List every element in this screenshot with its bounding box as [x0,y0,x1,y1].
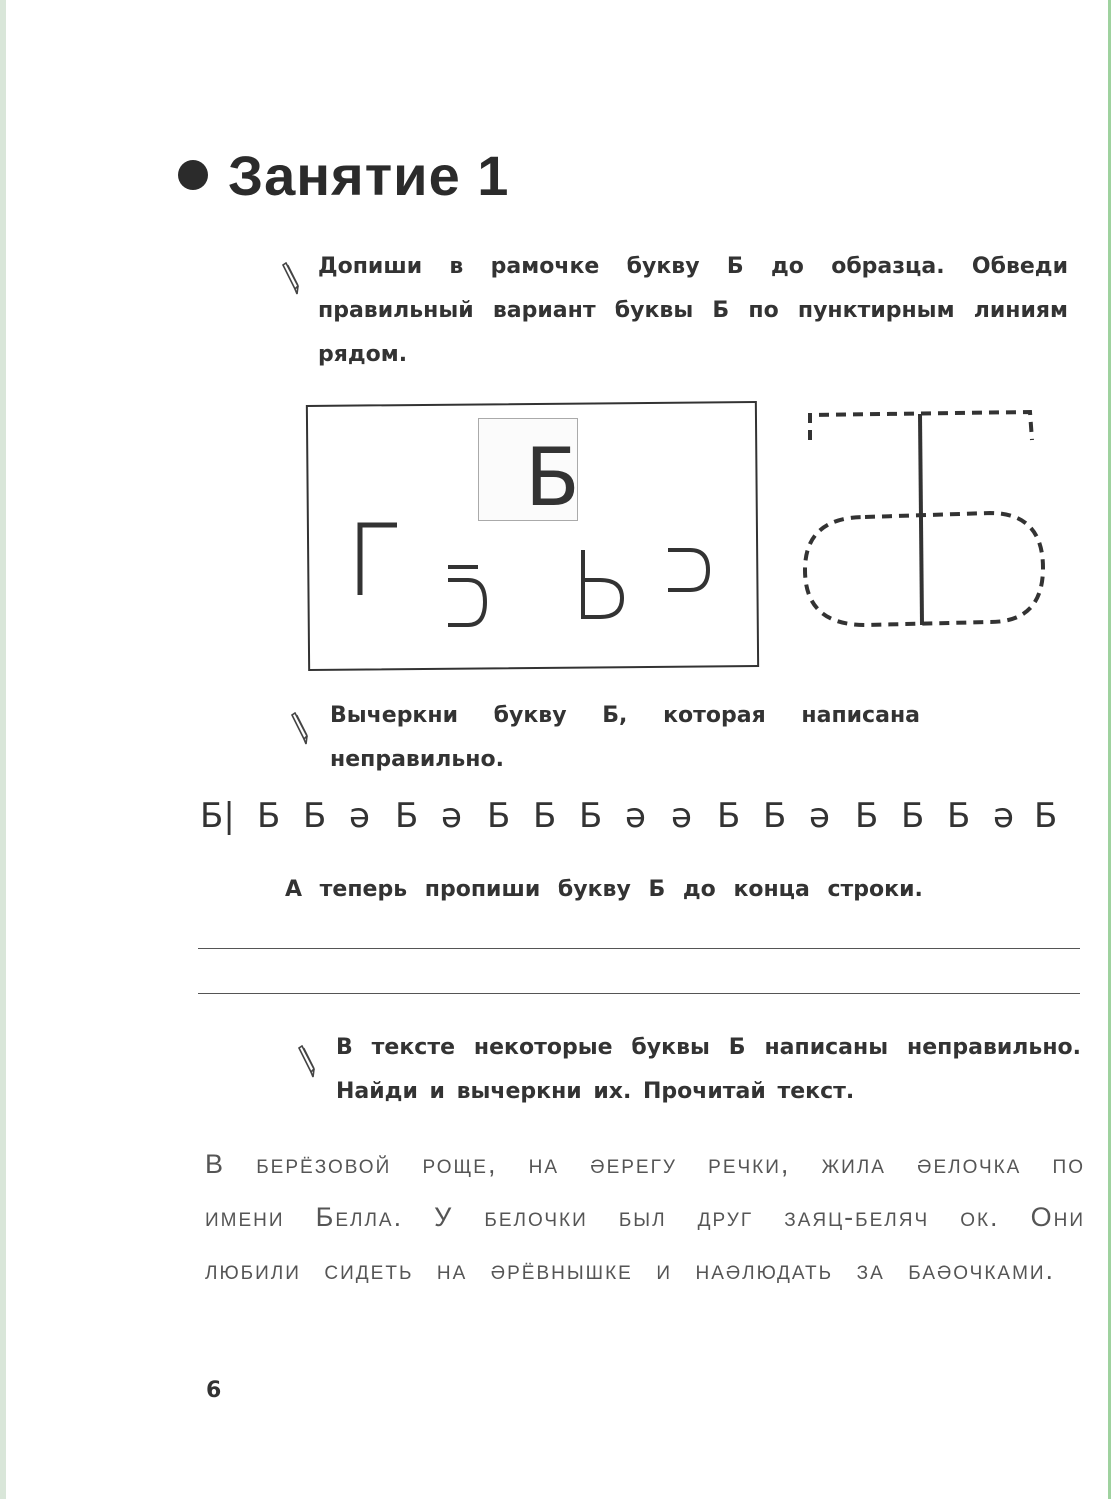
letter-cell[interactable]: Б [947,796,971,836]
letter-cell[interactable]: Б [901,796,925,836]
letter-cell[interactable]: Б [533,796,557,836]
letter-cell[interactable]: ә [671,796,692,836]
letter-cell[interactable]: Б [855,796,879,836]
letter-cell[interactable]: ә [993,796,1014,836]
pencil-icon [296,1045,318,1079]
letter-cell[interactable]: Б [395,796,419,836]
pencil-icon [280,262,302,296]
piece-hook-1 [448,580,485,625]
letter-cell[interactable]: Б [579,796,603,836]
pencil-icon [289,712,311,746]
sample-letter-b: Б [525,431,580,524]
letter-cell[interactable]: Б [257,796,281,836]
letter-cell[interactable]: ә [349,796,370,836]
letter-cell[interactable]: Б| [200,796,235,836]
letter-cell[interactable]: Б [763,796,787,836]
task2-instruction: Вычеркни букву Б, которая написана неправильно. [330,703,920,772]
letter-cell[interactable]: Б [303,796,327,836]
letter-cell[interactable]: Б [717,796,741,836]
letter-cell[interactable]: Б [487,796,511,836]
letter-row[interactable] [200,790,1070,850]
lesson-title-text: Занятие 1 [228,143,510,207]
dashed-letter-trace[interactable] [795,400,1055,640]
letter-cell[interactable]: ә [441,796,462,836]
page-edge-left [0,0,6,1499]
letter-cell[interactable]: ә [809,796,830,836]
title-bullet-icon [178,160,208,190]
task3-instruction: В тексте некоторые буквы Б написаны неправильно. Найди и вычеркни их. Прочитай текст. [336,1035,1081,1104]
writing-line-2[interactable] [198,993,1080,994]
letter-pieces [300,400,770,680]
piece-hook-2 [668,550,708,590]
piece-soft-sign [583,550,622,617]
piece-g [360,525,397,595]
page-number: 6 [206,1378,222,1403]
reading-text: В берёзовой роще, на әерегу речки, жила әелочка по имени Белла. У белочки был друг заяц-беляч ок. Они любили сидеть на әрёвнышке и наәлюдать за баәочками. [205,1149,1085,1285]
writing-line-1[interactable] [198,948,1080,949]
lesson-title [178,140,509,210]
task2-continue-instruction: А теперь пропиши букву Б до конца строки. [285,877,923,902]
letter-cell[interactable]: ә [625,796,646,836]
letter-cell[interactable]: Б [1034,796,1058,836]
task1-instruction: Допиши в рамочке букву Б до образца. Обведи правильный вариант буквы Б по пунктирным линиям рядом. [318,254,1068,367]
